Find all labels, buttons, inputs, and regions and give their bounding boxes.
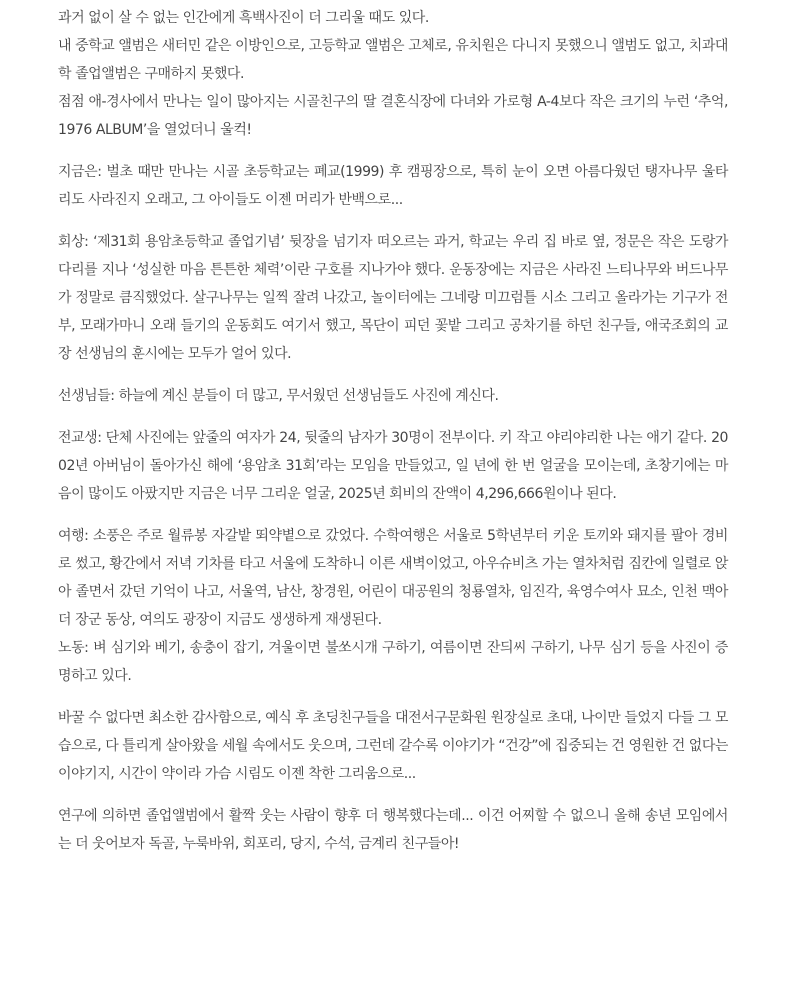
- paragraph-students: 전교생: 단체 사진에는 앞줄의 여자가 24, 뒷줄의 남자가 30명이 전부이다. 키 작고 야리야리한 나는 애기 같다. 2002년 아버님이 돌아가신 해에 ‘용암초 31회’라는 모임을 만들었고, 일 년에 한 번 얼굴을 모이는데, 초창기에는 마음이 많이도 아팠지만 지금은 너무 그리운 얼굴, 2025년 회비의 잔액이 4,296,666원이나 된다.: [58, 430, 728, 502]
- paragraph-albums: 내 중학교 앨범은 새터민 같은 이방인으로, 고등학교 앨범은 고체로, 유치원은 다니지 못했으니 앨범도 없고, 치과대학 졸업앨범은 구매하지 못했다.: [58, 38, 728, 82]
- paragraph-memories: 회상: ‘제31회 용암초등학교 졸업기념’ 뒷장을 넘기자 떠오르는 과거, 학교는 우리 집 바로 옆, 정문은 작은 도랑가 다리를 지나 ‘성실한 마음 튼튼한 체력’이란 구호를 지나가야 했다. 운동장에는 지금은 사라진 느티나무와 버드나무가 정말로 큼직했었다. 살구나무는 일찍 잘려 나갔고, 놀이터에는 그네랑 미끄럼틀 시소 그리고 올라가는 기구가 전부, 모래가마니 오래 들기의 운동회도 여기서 했고, 목단이 피던 꽃밭 그리고 공차기를 하던 친구들, 애국조회의 교장 선생님의 훈시에는 모두가 얼어 있다.: [58, 234, 728, 362]
- paragraph-now: 지금은: 벌초 때만 만나는 시골 초등학교는 폐교(1999) 후 캠핑장으로, 특히 눈이 오면 아름다웠던 탱자나무 울타리도 사라진지 오래고, 그 아이들도 이젠 머리가 반백으로...: [58, 164, 728, 208]
- paragraph-wedding-album: 점점 애-경사에서 만나는 일이 많아지는 시골친구의 딸 결혼식장에 다녀와 가로형 A-4보다 작은 크기의 누런 ‘추억, 1976 ALBUM’을 열었더니 울컥!: [58, 94, 728, 138]
- article-body: [58, 4, 728, 858]
- paragraph-travel: 여행: 소풍은 주로 월류봉 자갈밭 뙤약볕으로 갔었다. 수학여행은 서울로 5학년부터 키운 토끼와 돼지를 팔아 경비로 썼고, 황간에서 저녁 기차를 타고 서울에 도착하니 이른 새벽이었고, 아우슈비츠 가는 열차처럼 짐칸에 일렬로 앉아 졸면서 갔던 기억이 나고, 서울역, 남산, 창경원, 어린이 대공원의 청룡열차, 임진각, 육영수여사 묘소, 인천 맥아더 장군 동상, 여의도 광장이 지금도 생생하게 재생된다.: [58, 528, 728, 628]
- paragraph-closing: 연구에 의하면 졸업앨범에서 활짝 웃는 사람이 향후 더 행복했다는데... 이건 어찌할 수 없으니 올해 송년 모임에서는 더 웃어보자 독골, 누룩바위, 회포리, 당지, 수석, 금계리 친구들아!: [58, 808, 728, 852]
- paragraph-labor: 노동: 벼 심기와 베기, 송충이 잡기, 겨울이면 불쏘시개 구하기, 여름이면 잔듸씨 구하기, 나무 심기 등을 사진이 증명하고 있다.: [58, 640, 728, 684]
- paragraph-teachers: 선생님들: 하늘에 계신 분들이 더 많고, 무서웠던 선생님들도 사진에 계신다.: [58, 388, 499, 404]
- paragraph-intro: 과거 없이 살 수 없는 인간에게 흑백사진이 더 그리울 때도 있다.: [58, 10, 429, 26]
- paragraph-gratitude: 바꿀 수 없다면 최소한 감사함으로, 예식 후 초딩친구들을 대전서구문화원 원장실로 초대, 나이만 들었지 다들 그 모습으로, 다 틀리게 살아왔을 세월 속에서도 웃으며, 그런데 갈수록 이야기가 “건강”에 집중되는 건 영원한 건 없다는 이야기지, 시간이 약이라 가슴 시림도 이젠 착한 그리움으로...: [58, 710, 728, 782]
